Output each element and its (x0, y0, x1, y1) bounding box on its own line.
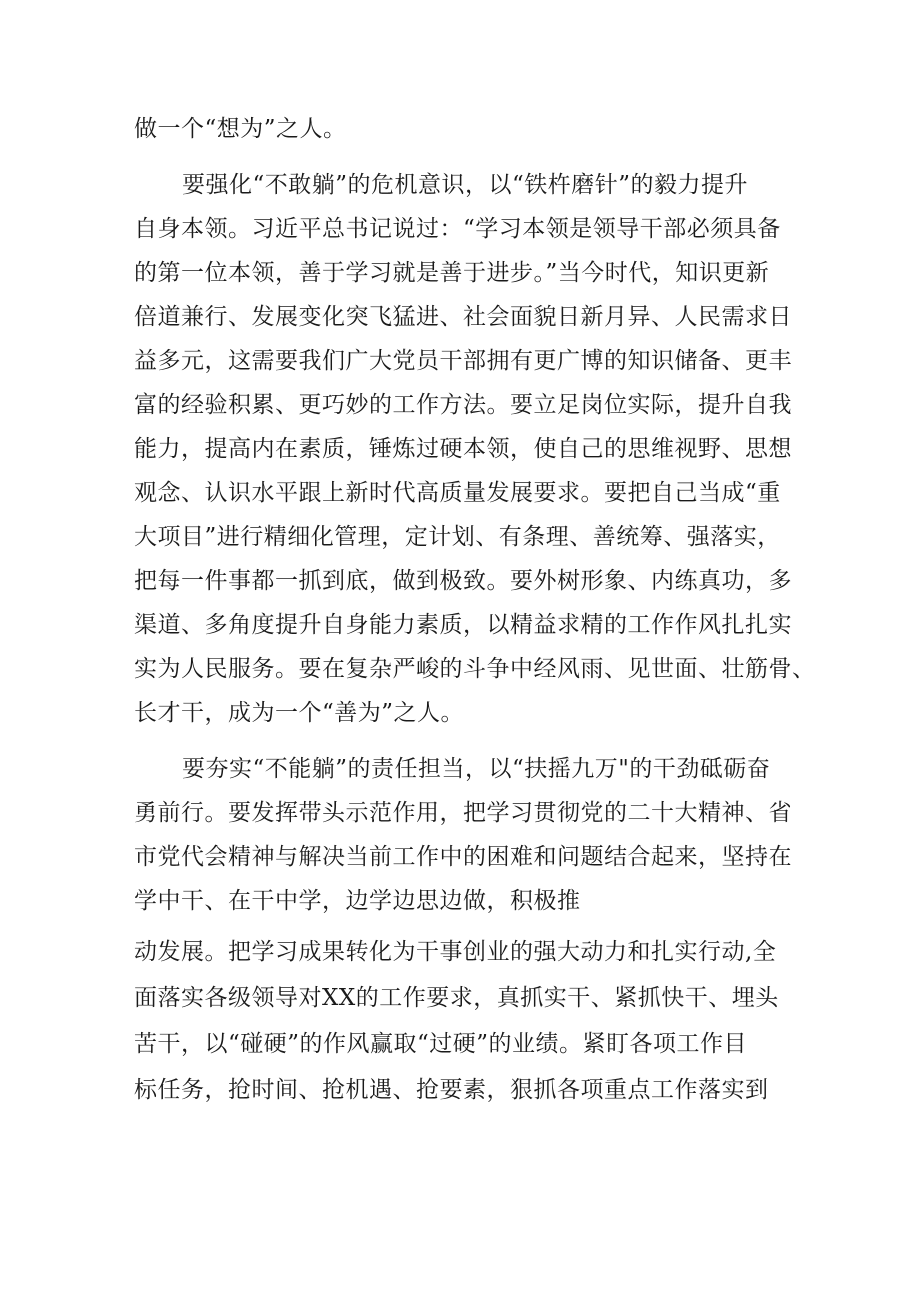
text-line: 渠道、多角度提升自身能力素质，以精益求精的工作作风扎扎实 (134, 612, 792, 638)
text-line: 面落实各级领导对XX的工作要求，真抓实干、紧抓快干、埋头 (134, 985, 779, 1011)
text-line: 长才干，成为一个“善为”之人。 (134, 700, 465, 726)
text-line: 富的经验积累、更巧妙的工作方法。要立足岗位实际，提升自我 (134, 392, 792, 418)
text-line: 自身本领。习近平总书记说过：“学习本领是领导干部必须具备 (134, 216, 781, 242)
text-line: 益多元，这需要我们广大党员干部拥有更广博的知识储备、更丰 (134, 348, 792, 374)
paragraph-start-line: 要夯实“不能躺”的责任担当，以“扶摇九万"的干劲砥砺奋 (182, 756, 771, 782)
text-line: 大项目”进行精细化管理，定计划、有条理、善统筹、强落实， (134, 524, 781, 550)
paragraph-start-line: 要强化“不敢躺”的危机意识，以“铁杵磨针”的毅力提升 (182, 172, 749, 198)
text-line: 的第一位本领，善于学习就是善于进步。”当今时代，知识更新 (134, 260, 770, 286)
text-line: 标任务，抢时间、抢机遇、抢要素，狠抓各项重点工作落实到 (134, 1077, 769, 1103)
text-line: 能力，提高内在素质，锤炼过硬本领，使自己的思维视野、思想 (134, 436, 792, 462)
text-line: 把每一件事都一抓到底，做到极致。要外树形象、内练真功，多 (134, 568, 792, 594)
text-line: 动发展。把学习成果转化为干事创业的强大动力和扎实行动,全 (134, 939, 777, 965)
text-line: 市党代会精神与解决当前工作中的困难和问题结合起来，坚持在 (134, 844, 792, 870)
text-line: 苦干，以“碰硬”的作风赢取“过硬”的业绩。紧盯各项工作目 (134, 1031, 748, 1057)
text-line: 做一个“想为”之人。 (134, 116, 347, 142)
text-line: 勇前行。要发挥带头示范作用，把学习贯彻党的二十大精神、省 (134, 800, 792, 826)
text-line: 观念、认识水平跟上新时代高质量发展要求。要把自己当成“重 (134, 480, 781, 506)
text-line: 倍道兼行、发展变化突飞猛进、社会面貌日新月异、人民需求日 (134, 304, 792, 330)
text-line: 学中干、在干中学，边学边思边做，积极推 (134, 888, 581, 914)
text-line: 实为人民服务。要在复杂严峻的斗争中经风雨、见世面、壮筋骨、 (134, 656, 816, 682)
